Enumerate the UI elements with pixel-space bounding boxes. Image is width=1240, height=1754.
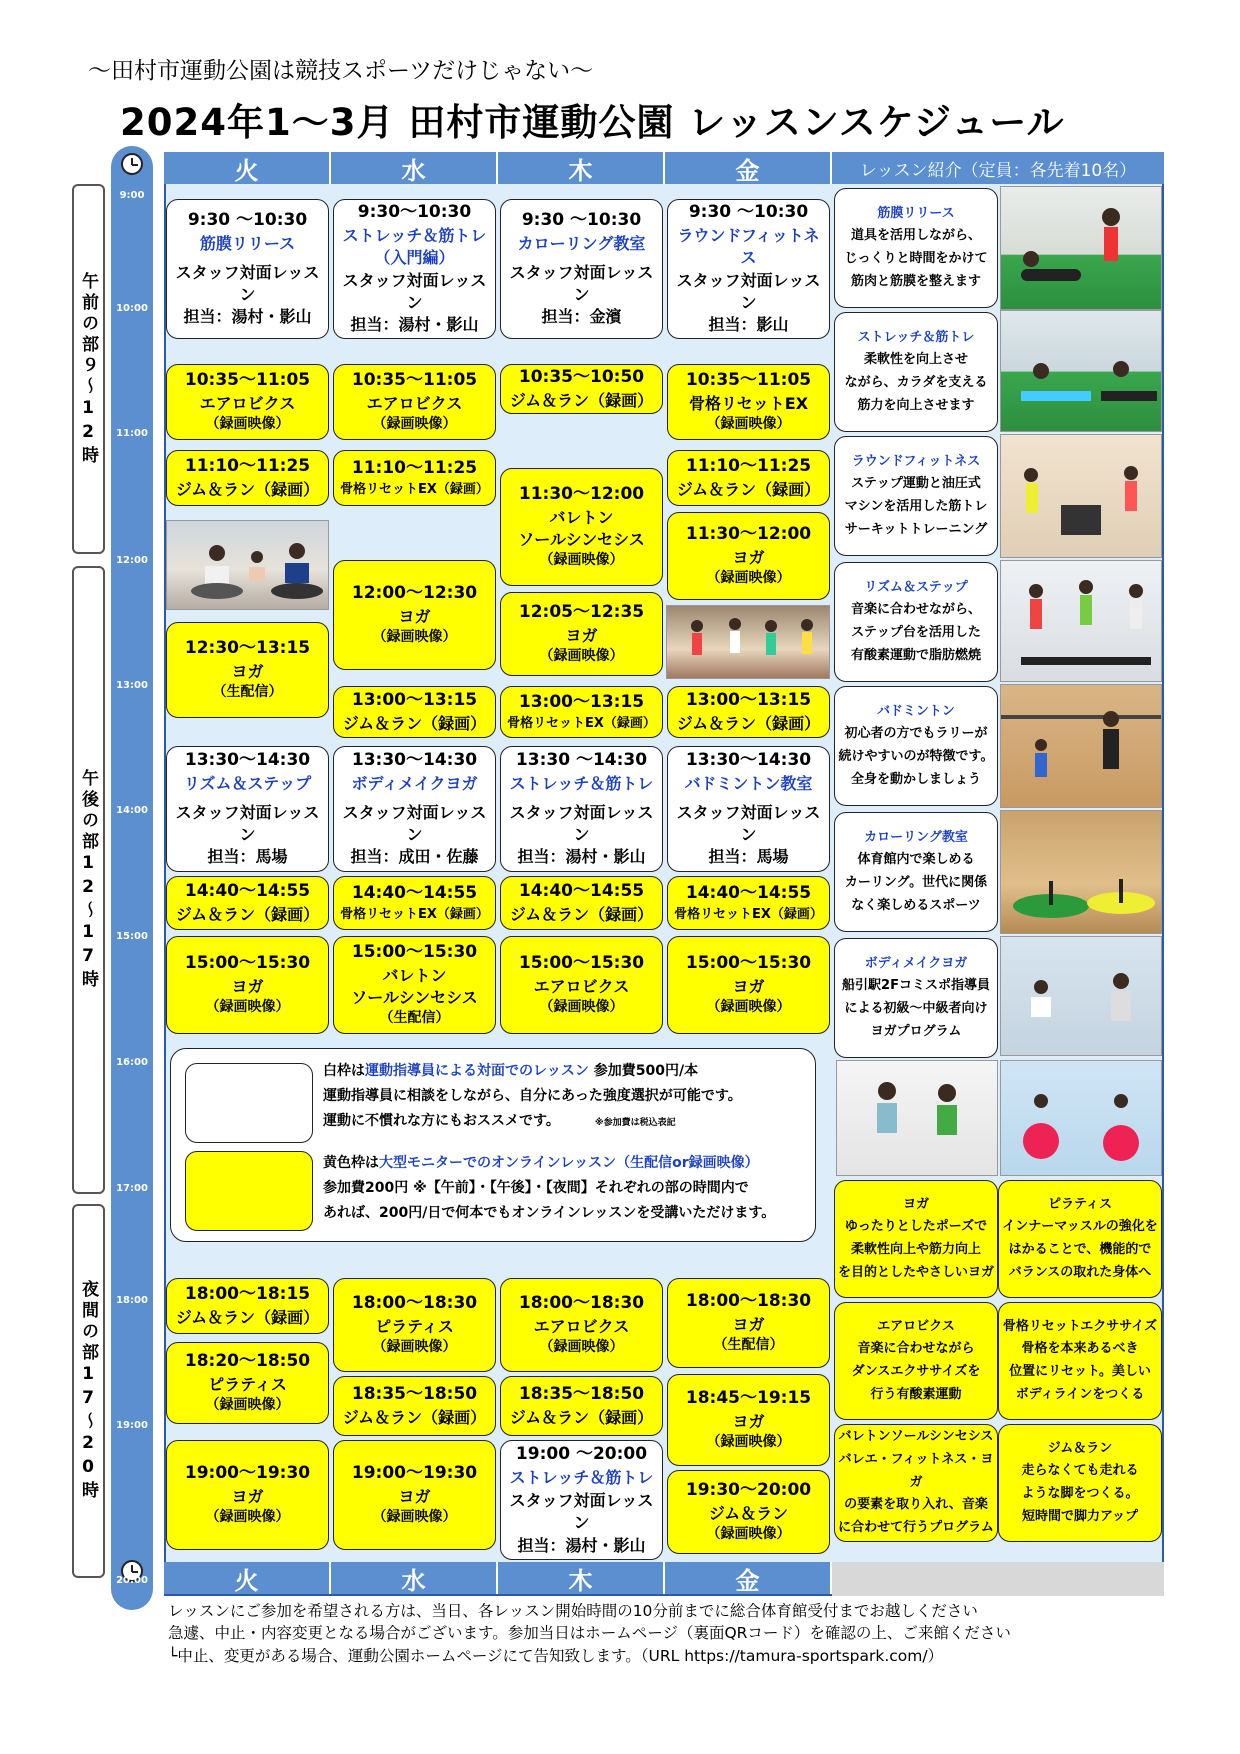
lesson-name: 骨格リセットEX <box>688 393 809 413</box>
intro-text: ステップ台を活用した <box>851 625 981 640</box>
lesson-name: ジム＆ラン（録画） <box>175 1307 320 1327</box>
lesson-format: （生配信） <box>212 684 283 701</box>
morning-tab-label: 午前の部９～12時 <box>78 271 98 467</box>
lesson-tue-8 <box>166 1342 329 1424</box>
lesson-name-line2: ソールシンセシス <box>518 530 645 550</box>
lesson-time: 13:30～14:30 <box>184 750 311 771</box>
lesson-time: 19:00～19:30 <box>184 1463 311 1484</box>
body-make-yoga-photo <box>1000 936 1162 1056</box>
lesson-wed-1 <box>333 364 496 440</box>
note-line: レッスンにご参加を希望される方は、当日、各レッスン開始時間の10分前までに総合体育館受付までお越しください <box>168 1602 978 1620</box>
lesson-name: 骨格リセットEX（録画） <box>507 715 656 731</box>
lesson-name: ジム＆ラン <box>708 1503 789 1523</box>
intro-text: 初心者の方でもラリーが <box>844 726 988 742</box>
lesson-format: スタッフ対面レッスン <box>175 802 320 844</box>
lesson-fri-7 <box>667 936 830 1034</box>
intro-text: ボディラインをつくる <box>1015 1386 1145 1402</box>
page-title: 2024年1～3月 田村市運動公園 レッスンスケジュール <box>120 101 1065 144</box>
legend-white-prefix: 白枠は <box>323 1063 365 1079</box>
lesson-intro-2 <box>834 436 998 556</box>
afternoon-tab <box>72 566 105 1194</box>
intro-text: 体育館内で楽しめる <box>857 852 975 868</box>
intro-text: ダンスエクササイズを <box>851 1364 981 1379</box>
lesson-time: 18:00～18:30 <box>518 1293 645 1314</box>
intro-text: マシンを活用した筋トレ <box>844 499 988 514</box>
lesson-wed-5 <box>333 746 496 872</box>
lesson-name: ジム＆ラン（録画） <box>342 713 487 733</box>
yellow-frame-description <box>323 1151 807 1227</box>
online-lesson-intro-3 <box>998 1302 1162 1420</box>
lesson-name: バレトン <box>382 965 447 985</box>
lesson-name: ストレッチ＆筋トレ <box>342 225 487 245</box>
lesson-intro-1 <box>834 312 998 432</box>
lesson-staff: 担当：金濱 <box>541 307 622 327</box>
lesson-fri-8 <box>667 1278 830 1368</box>
lesson-thu-5 <box>500 746 663 872</box>
lesson-name: ヨガ <box>398 1486 431 1506</box>
intro-text: じっくりと時間をかけて <box>844 251 988 266</box>
lesson-time: 15:00～15:30 <box>685 953 812 974</box>
lesson-time: 12:05～12:35 <box>518 602 645 623</box>
lesson-time: 14:40～14:55 <box>184 880 311 901</box>
tax-note: ※参加費は税込表記 <box>594 1118 676 1129</box>
lesson-time: 14:40～14:55 <box>518 880 645 901</box>
lesson-time: 11:10～11:25 <box>184 455 311 476</box>
intro-text: による初級～中級者向け <box>844 1001 988 1016</box>
time-tick: 12:00 <box>116 555 148 566</box>
lesson-wed-4 <box>333 686 496 738</box>
intro-text: 柔軟性を向上させ <box>863 352 968 368</box>
lesson-time: 18:00～18:15 <box>184 1283 311 1304</box>
day-header-thu: 木 <box>498 152 665 184</box>
intro-title: バレトンソールシンセシス <box>838 1429 994 1445</box>
lesson-format: スタッフ対面レッスン <box>342 270 487 313</box>
time-tick: 10:00 <box>116 303 148 314</box>
lesson-tue-5 <box>166 876 329 930</box>
lesson-name: ストレッチ＆筋トレ <box>509 774 654 794</box>
lesson-format: スタッフ対面レッスン <box>509 1490 654 1533</box>
lesson-tue-1 <box>166 364 329 440</box>
lesson-name: ジム＆ラン（録画） <box>509 1407 654 1427</box>
intro-title: ラウンドフィットネス <box>851 453 981 469</box>
intro-title: ヨガ <box>902 1196 929 1212</box>
lesson-time: 19:00 ～20:00 <box>515 1444 648 1464</box>
lesson-staff: 担当：湯村・影山 <box>183 307 312 327</box>
intro-text: 音楽に合わせながら <box>857 1341 975 1357</box>
dance-class-photo <box>666 605 830 679</box>
intro-title: ボディメイクヨガ <box>864 955 968 971</box>
time-tick: 13:00 <box>116 680 148 691</box>
lesson-name: ヨガ <box>231 976 264 996</box>
lesson-time: 18:35～18:50 <box>518 1383 645 1404</box>
lesson-name-line2: ソールシンセシス <box>351 988 478 1008</box>
intro-title: 筋膜リリース <box>877 205 955 221</box>
lesson-intro-5 <box>834 812 998 932</box>
lesson-time: 11:30～12:00 <box>518 483 645 504</box>
pilates-photo <box>1000 1060 1162 1176</box>
lesson-name: ヨガ <box>732 1411 765 1431</box>
online-lesson-intro-5 <box>998 1424 1162 1542</box>
lesson-time: 13:30 ～14:30 <box>515 750 648 771</box>
lesson-tue-4 <box>166 746 329 872</box>
legend-white-type: 運動指導員による対面でのレッスン <box>365 1063 589 1079</box>
lesson-time: 9:30～10:30 <box>357 202 472 223</box>
lesson-fri-6 <box>667 876 830 930</box>
intro-text: ステップ運動と油圧式 <box>851 476 981 492</box>
intro-text: 道具を活用しながら、 <box>850 228 981 244</box>
lesson-tue-6 <box>166 936 329 1034</box>
lesson-wed-10 <box>333 1440 496 1550</box>
lesson-name: エアロビクス <box>366 393 463 413</box>
lesson-name: ラウンドフィットネス <box>677 225 820 268</box>
lesson-tue-2 <box>166 450 329 506</box>
lesson-time: 15:00～15:30 <box>351 941 478 962</box>
lesson-format: （録画映像） <box>706 1434 791 1451</box>
time-tick: 15:00 <box>116 931 148 942</box>
footer-notes <box>168 1600 1188 1667</box>
lesson-wed-0 <box>333 199 496 339</box>
intro-text: はかることで、機能的で <box>1008 1242 1152 1257</box>
afternoon-tab-label: 午後の部12～17時 <box>78 769 98 991</box>
intro-text: 位置にリセット。美しい <box>1009 1364 1151 1379</box>
lesson-time: 18:20～18:50 <box>184 1351 311 1372</box>
legend-yellow-type: 大型モニターでのオンラインレッスン（生配信or録画映像） <box>379 1155 759 1171</box>
intro-title: リズム＆ステップ <box>864 579 968 595</box>
lesson-intro-4 <box>834 686 998 806</box>
morning-tab <box>72 184 105 554</box>
lesson-name: ボディメイクヨガ <box>351 774 478 794</box>
lesson-name: リズム＆ステップ <box>183 774 312 794</box>
yellow-frame-swatch <box>185 1151 313 1231</box>
lesson-thu-8 <box>500 1278 663 1372</box>
lesson-wed-7 <box>333 936 496 1034</box>
legend-white-line2: 運動指導員に相談をしながら、自分にあった強度選択が可能です。 <box>323 1088 742 1105</box>
lesson-name: エアロビクス <box>533 976 630 996</box>
intro-text: 続けやすいのが特徴です。 <box>838 749 994 764</box>
lesson-name: 骨格リセットEX（録画） <box>340 906 489 922</box>
time-tick: 20:00 <box>116 1575 148 1586</box>
intro-title: ピラティス <box>1048 1196 1112 1212</box>
lesson-staff: 担当：馬場 <box>708 847 789 867</box>
lesson-format: スタッフ対面レッスン <box>676 270 821 313</box>
lesson-time: 10:35～11:05 <box>685 370 812 391</box>
time-tick: 9:00 <box>119 190 145 201</box>
lesson-time: 19:30～20:00 <box>685 1480 812 1501</box>
lesson-intro-0 <box>834 188 998 308</box>
lesson-staff: 担当：馬場 <box>207 847 288 867</box>
lesson-format: スタッフ対面レッスン <box>175 262 320 304</box>
intro-text: 筋肉と筋膜を整えます <box>850 273 981 289</box>
lesson-time: 18:45～19:15 <box>685 1388 812 1409</box>
time-tick: 16:00 <box>116 1057 148 1068</box>
lesson-format: （録画映像） <box>706 416 791 433</box>
lesson-time: 15:00～15:30 <box>184 953 311 974</box>
lesson-fri-9 <box>667 1374 830 1466</box>
intro-title: バドミントン <box>877 703 955 719</box>
day-footer-thu: 木 <box>498 1562 665 1594</box>
lesson-name: ヨガ <box>565 625 598 645</box>
stretch-photo <box>1000 310 1162 432</box>
lesson-tue-7 <box>166 1278 329 1334</box>
lesson-thu-2 <box>500 468 663 586</box>
lesson-format: （録画映像） <box>205 999 290 1016</box>
lesson-time: 13:30～14:30 <box>685 750 812 771</box>
time-tick: 19:00 <box>116 1420 148 1431</box>
intro-text: に合わせて行うプログラム <box>838 1520 994 1536</box>
lesson-wed-6 <box>333 876 496 930</box>
lesson-name: エアロビクス <box>199 393 296 413</box>
lesson-time: 14:40～14:55 <box>351 883 478 903</box>
lesson-name: ピラティス <box>375 1316 454 1336</box>
intro-text: 船引駅2Fコミスポ指導員 <box>842 978 990 994</box>
lesson-format: スタッフ対面レッスン <box>509 802 654 844</box>
time-tick: 17:00 <box>116 1183 148 1194</box>
lesson-thu-7 <box>500 936 663 1034</box>
lesson-fri-2 <box>667 450 830 506</box>
lesson-time: 11:10～11:25 <box>351 458 478 478</box>
lesson-thu-0 <box>500 199 663 339</box>
legend-white-line3: 運動に不慣れな方にもおススメです。 <box>323 1113 553 1130</box>
lesson-name: カローリング教室 <box>517 234 646 254</box>
lesson-time: 13:00～13:15 <box>518 692 645 712</box>
intro-text: 短時間で脚力アップ <box>1021 1508 1139 1524</box>
intro-text: 行う有酸素運動 <box>870 1386 962 1402</box>
lesson-format: スタッフ対面レッスン <box>676 802 821 844</box>
lesson-thu-9 <box>500 1376 663 1436</box>
lesson-format: スタッフ対面レッスン <box>509 262 654 304</box>
curling-photo <box>1000 810 1162 934</box>
legend-yellow-line2: 参加費200円 ※【午前】・【午後】・【夜間】それぞれの部の時間内で <box>323 1180 749 1197</box>
lesson-format: （生配信） <box>379 1010 450 1027</box>
intro-text: ような脚をつくる。 <box>1021 1486 1139 1501</box>
lesson-time: 19:00～19:30 <box>351 1463 478 1484</box>
lesson-time: 9:30 ～10:30 <box>187 210 308 231</box>
legend-yellow-prefix: 黄色枠は <box>323 1155 379 1171</box>
lesson-name: ヨガ <box>732 1314 765 1334</box>
lesson-staff: 担当：湯村・影山 <box>517 1535 646 1555</box>
note-line: └中止、変更がある場合、運動公園ホームページにて告知致します。（URL https://tamura-sportspark.com/） <box>168 1646 944 1665</box>
lesson-name: 骨格リセットEX（録画） <box>674 906 823 922</box>
lesson-time: 13:00～13:15 <box>685 689 812 710</box>
intro-text: サーキットトレーニング <box>844 521 988 537</box>
lesson-time: 18:35～18:50 <box>351 1383 478 1404</box>
lesson-time: 9:30 ～10:30 <box>521 210 642 231</box>
lesson-time: 18:00～18:30 <box>351 1293 478 1314</box>
lesson-tue-9 <box>166 1440 329 1550</box>
lesson-name: 筋膜リリース <box>199 234 296 254</box>
lesson-name: 骨格リセットEX（録画） <box>340 481 489 497</box>
lesson-thu-6 <box>500 876 663 930</box>
intro-title: エアロビクス <box>877 1318 955 1334</box>
lesson-name: ジム＆ラン（録画） <box>676 713 821 733</box>
lesson-time: 14:40～14:55 <box>685 883 812 903</box>
intro-title: ジム＆ラン <box>1047 1440 1113 1456</box>
lesson-format: （録画映像） <box>205 1509 290 1526</box>
lesson-format: （録画映像） <box>539 552 624 569</box>
lesson-format: （録画映像） <box>539 648 624 665</box>
time-tick: 14:00 <box>116 805 148 816</box>
intro-title: ストレッチ＆筋トレ <box>857 329 975 345</box>
intro-text: バレエ・フィットネス・ヨガ <box>838 1451 994 1490</box>
fascia-release-photo <box>1000 186 1162 310</box>
online-lesson-intro-0 <box>834 1180 998 1298</box>
lesson-time: 13:30～14:30 <box>351 750 478 771</box>
intro-header: レッスン紹介（定員：各先着10名） <box>832 152 1164 184</box>
lesson-thu-10 <box>500 1440 663 1560</box>
lesson-format: スタッフ対面レッスン <box>342 802 487 844</box>
lesson-name: ジム＆ラン（録画） <box>676 479 821 499</box>
lesson-format: （録画映像） <box>539 999 624 1016</box>
intro-text: 走らなくても走れる <box>1021 1463 1139 1479</box>
legend-panel <box>170 1048 816 1242</box>
lesson-name-line2: （入門編） <box>374 248 455 268</box>
lesson-staff: 担当：湯村・影山 <box>350 315 479 335</box>
lesson-name: ヨガ <box>732 976 765 996</box>
intro-text: ながら、カラダを支える <box>844 375 988 390</box>
lesson-fri-3 <box>667 512 830 600</box>
lesson-time: 11:30～12:00 <box>685 524 812 545</box>
lesson-format: （録画映像） <box>205 416 290 433</box>
intro-text: カーリング。世代に関係 <box>844 875 988 890</box>
intro-title: カローリング教室 <box>864 829 968 845</box>
legend-white-fee: 参加費500円/本 <box>588 1063 699 1079</box>
day-header-tue: 火 <box>164 152 331 184</box>
subtitle: ～田村市運動公園は競技スポーツだけじゃない～ <box>88 58 594 84</box>
lesson-intro-6 <box>834 938 998 1058</box>
lesson-format: （録画映像） <box>706 999 791 1016</box>
rhythm-step-photo <box>1000 560 1162 682</box>
lesson-name: ピラティス <box>208 1374 287 1394</box>
day-footer-tue: 火 <box>164 1562 331 1594</box>
intro-text: を目的としたやさしいヨガ <box>837 1264 994 1280</box>
note-line: 急遽、中止・内容変更となる場合がございます。参加当日はホームページ（裏面QRコード）を確認の上、ご来館ください <box>168 1624 1011 1643</box>
lesson-time: 15:00～15:30 <box>518 953 645 974</box>
lesson-thu-3 <box>500 592 663 676</box>
intro-text: バランスの取れた身体へ <box>1008 1264 1152 1280</box>
lesson-staff: 担当：湯村・影山 <box>517 847 646 867</box>
lesson-time: 12:00～12:30 <box>351 583 478 604</box>
lesson-format: （生配信） <box>713 1337 784 1354</box>
time-tick: 18:00 <box>116 1295 148 1306</box>
intro-text: なく楽しめるスポーツ <box>851 897 981 913</box>
lesson-format: （録画映像） <box>706 570 791 587</box>
lesson-format: （録画映像） <box>706 1526 791 1543</box>
lesson-wed-8 <box>333 1278 496 1372</box>
lesson-time: 13:00～13:15 <box>351 689 478 710</box>
lesson-time: 9:30 ～10:30 <box>688 202 809 223</box>
legend-yellow-line3: あれば、200円/日で何本でもオンラインレッスンを受講いただけます。 <box>323 1205 776 1222</box>
intro-text: の要素を取り入れ、音楽 <box>844 1497 988 1513</box>
lesson-time: 10:35～11:05 <box>184 370 311 391</box>
intro-text: ヨガプログラム <box>870 1023 962 1039</box>
lesson-tue-3 <box>166 622 329 718</box>
day-footer-fri: 金 <box>665 1562 832 1594</box>
lesson-wed-3 <box>333 560 496 670</box>
lesson-fri-5 <box>667 746 830 872</box>
day-header-wed: 水 <box>331 152 498 184</box>
lesson-name: ジム＆ラン（録画） <box>509 904 654 924</box>
footer-filler <box>832 1562 1164 1596</box>
lesson-time: 10:35～10:50 <box>518 366 645 387</box>
lesson-name: ストレッチ＆筋トレ <box>509 1467 654 1487</box>
yoga-group-photo <box>166 520 329 610</box>
lesson-thu-4 <box>500 686 663 738</box>
intro-text: ゆったりとしたポーズで <box>844 1219 988 1235</box>
lesson-format: （録画映像） <box>372 629 457 646</box>
lesson-name: ヨガ <box>231 661 264 681</box>
intro-text: 骨格を本来あるべき <box>1021 1341 1139 1357</box>
lesson-name: ヨガ <box>398 606 431 626</box>
lesson-name: バレトン <box>549 507 614 527</box>
lesson-name: ジム＆ラン（録画） <box>342 1407 487 1427</box>
day-header-fri: 金 <box>665 152 832 184</box>
intro-text: 音楽に合わせながら、 <box>850 602 981 618</box>
lesson-fri-1 <box>667 364 830 440</box>
lesson-fri-0 <box>667 199 830 339</box>
timeline-bar <box>111 146 153 1610</box>
lesson-name: ジム＆ラン（録画） <box>509 390 654 410</box>
lesson-name: ヨガ <box>231 1486 264 1506</box>
lesson-format: （録画映像） <box>372 1339 457 1356</box>
day-footer-wed: 水 <box>331 1562 498 1594</box>
evening-tab <box>72 1204 105 1578</box>
lesson-fri-4 <box>667 686 830 738</box>
intro-text: 有酸素運動で脂肪燃焼 <box>850 647 981 663</box>
online-lesson-intro-1 <box>998 1180 1162 1298</box>
lesson-time: 18:00～18:30 <box>685 1291 812 1312</box>
lesson-time: 10:35～11:05 <box>351 370 478 391</box>
online-lesson-intro-4 <box>834 1424 998 1542</box>
white-frame-swatch <box>185 1063 313 1143</box>
lesson-name: ジム＆ラン（録画） <box>175 904 320 924</box>
lesson-intro-3 <box>834 562 998 682</box>
lesson-wed-2 <box>333 450 496 506</box>
lesson-staff: 担当：影山 <box>708 315 789 335</box>
yoga-photo <box>836 1060 998 1176</box>
lesson-tue-0 <box>166 199 329 339</box>
white-frame-description <box>323 1059 807 1135</box>
intro-text: 筋力を向上させます <box>857 397 975 413</box>
clock-icon <box>121 153 143 175</box>
lesson-staff: 担当：成田・佐藤 <box>350 847 479 867</box>
lesson-fri-10 <box>667 1470 830 1554</box>
badminton-photo <box>1000 684 1162 808</box>
lesson-format: （録画映像） <box>539 1339 624 1356</box>
round-fitness-photo <box>1000 434 1162 558</box>
intro-text: インナーマッスルの強化を <box>1002 1219 1158 1235</box>
lesson-name: バドミントン教室 <box>684 774 813 794</box>
lesson-time: 12:30～13:15 <box>184 638 311 659</box>
lesson-name: ジム＆ラン（録画） <box>175 479 320 499</box>
intro-text: 柔軟性向上や筋力向上 <box>850 1242 981 1257</box>
lesson-format: （録画映像） <box>372 416 457 433</box>
lesson-name: エアロビクス <box>533 1316 630 1336</box>
online-lesson-intro-2 <box>834 1302 998 1420</box>
lesson-name: ヨガ <box>732 547 765 567</box>
lesson-thu-1 <box>500 364 663 414</box>
lesson-time: 11:10～11:25 <box>685 455 812 476</box>
intro-title: 骨格リセットエクササイズ <box>1002 1318 1158 1334</box>
lesson-format: （録画映像） <box>205 1397 290 1414</box>
intro-text: 全身を動かしましょう <box>850 771 981 787</box>
lesson-format: （録画映像） <box>372 1509 457 1526</box>
time-tick: 11:00 <box>116 428 148 439</box>
lesson-wed-9 <box>333 1376 496 1436</box>
evening-tab-label: 夜間の部17～20時 <box>78 1280 98 1502</box>
